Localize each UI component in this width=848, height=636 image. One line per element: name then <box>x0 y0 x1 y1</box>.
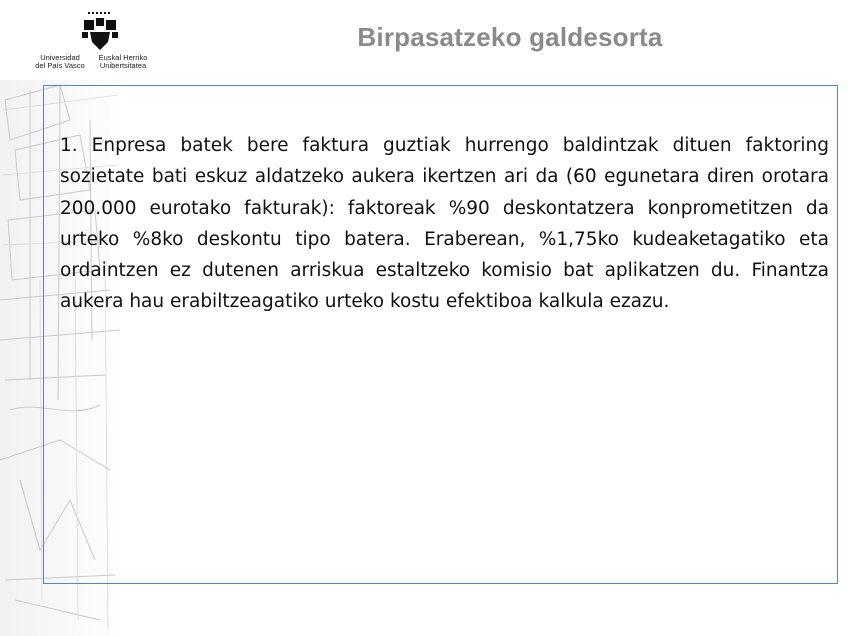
university-logo <box>28 8 158 78</box>
page-title: Birpasatzeko galdesorta <box>357 22 663 52</box>
logo-text-spanish <box>32 54 88 70</box>
logo-right-line1: Euskal Herriko <box>98 53 148 62</box>
logo-left-line1: Universidad <box>40 53 80 62</box>
logo-right-line2: Unibertsitatea <box>99 61 147 70</box>
university-emblem-icon <box>80 12 120 54</box>
logo-left-line2: del País Vasco <box>35 61 85 70</box>
question-text: 1. Enpresa batek bere faktura guztiak hurrengo baldintzak dituen faktoring sozietate bati eskuz aldatzeko aukera ikertzen ari da (60 egunetara diren orotara 200.000 eurotako fakturak): faktoreak %90 deskontatzera konprometitzen da urteko %8ko deskontu tipo batera. Eraberean, %1,75ko kudeaketagatiko eta ordaintzen ez dutenen arriskua estaltzeko komisio bat aplikatzen du. Finantza aukera hau erabiltzeagatiko urteko kostu efektiboa kalkula ezazu. <box>60 135 829 313</box>
logo-text-basque <box>92 54 154 70</box>
